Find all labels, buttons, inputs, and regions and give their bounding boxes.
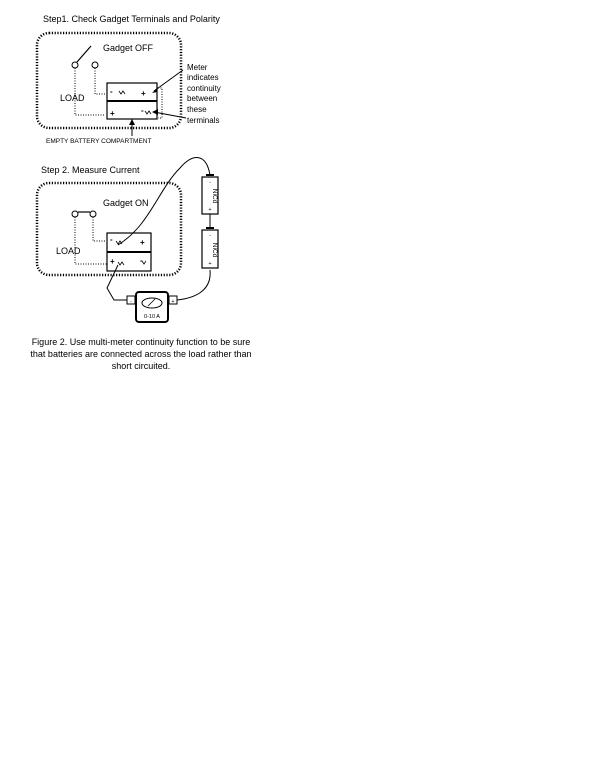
step2-closed-switch [72,211,96,217]
step2-wiring [75,217,107,264]
caption-line-3: short circuited. [111,361,171,371]
wire-to-ammeter-right [177,270,210,300]
step1-bottom-minus: - [141,106,144,115]
step1-open-switch [72,46,98,68]
step2-top-plus: + [140,238,145,247]
caption-line-2: that batteries are connected across the load rather than [30,349,252,359]
meter-note-line-1: Meter [187,63,208,72]
step1-load-label: LOAD [60,93,85,103]
step1-wiring [75,68,107,115]
battery-bottom-minus: - [209,233,211,239]
step2-title: Step 2. Measure Current [41,165,140,175]
ammeter-range: 0-10 A [144,314,160,320]
nicd-battery-top [202,175,218,214]
step2-bottom-minus: - [140,256,143,265]
step1-compartment-label: EMPTY BATTERY COMPARTMENT [46,138,152,145]
ammeter-minus: - [130,299,132,305]
battery-top-label: NiCd [211,188,218,204]
ammeter [127,292,177,322]
nicd-battery-bottom [202,228,218,268]
battery-top-plus: + [208,207,212,213]
meter-note-line-5: these [187,105,207,114]
step2-battery-compartment [107,233,151,271]
ammeter-plus: + [171,299,175,305]
battery-bottom-plus: + [208,261,212,267]
step1-battery-compartment [107,83,157,119]
ammeter-dial-icon [142,298,162,308]
step1-top-minus: - [110,87,113,96]
step1-gadget-state: Gadget OFF [103,43,154,53]
step1-gadget [37,33,186,136]
step2-load-label: LOAD [56,246,81,256]
step2-bottom-plus: + [110,257,115,266]
meter-note-line-4: between [187,94,218,103]
battery-bottom-label: NiCd [211,242,218,258]
step2-gadget-state: Gadget ON [103,198,149,208]
meter-note-line-6: terminals [187,116,220,125]
meter-note-line-2: indicates [187,73,219,82]
step1-bottom-plus: + [110,109,115,118]
caption-line-1: Figure 2. Use multi-meter continuity function to be sure [31,337,251,347]
step1-top-plus: + [141,89,146,98]
step2-top-minus: - [110,235,113,244]
battery-top-minus: - [209,180,211,186]
step1-title: Step1. Check Gadget Terminals and Polarity [43,14,220,24]
step1-meter-note [187,63,221,125]
step2-external-wires [107,158,210,300]
meter-note-line-3: continuity [187,84,221,93]
figure-caption [10,336,272,372]
